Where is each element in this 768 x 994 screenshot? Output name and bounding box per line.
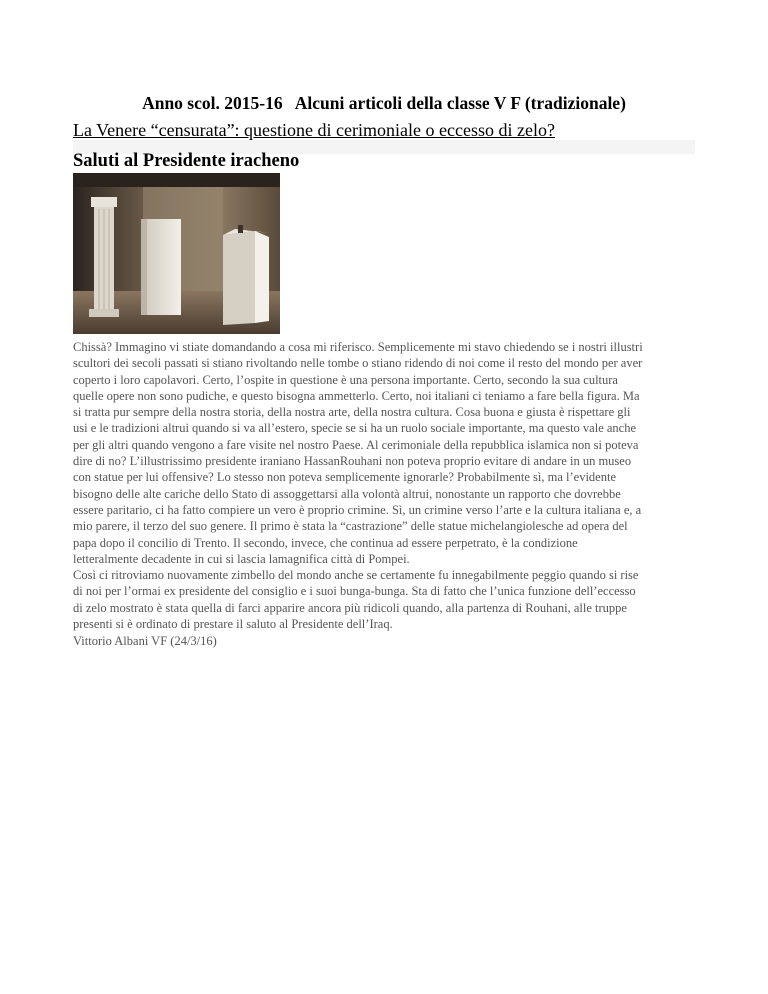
body-line: di noi per l’ormai ex presidente del consiglio e i suoi bunga-bunga. Sta di fatto che l’unica funzione dell’eccesso — [73, 584, 636, 599]
body-line: quelle opere non sono pudiche, e questo bisogna ammetterlo. Certo, noi italiani ci teniamo a fare bella figura. Ma — [73, 388, 640, 403]
body-line: presenti si è ordinato di prestare il saluto al Presidente dell’Iraq. — [73, 617, 393, 632]
body-line: si tratta pur sempre della nostra storia, della nostra arte, della nostra cultura. Cosa buona e giusta è rispettare gli — [73, 405, 631, 420]
body-line: mio parere, il terzo del suo genere. Il primo è stata la “castrazione” delle statue michelangiolesche ad opera del — [73, 519, 628, 534]
body-line: scultori dei secoli passati si stiano rivoltando nelle tombe o stiano ridendo di noi come il resto del mondo per aver — [73, 356, 643, 371]
article-author: Vittorio Albani VF (24/3/16) — [73, 634, 217, 648]
covered-statues-image — [73, 173, 280, 334]
body-line: con statue per lui offensive? Lo stesso non poteva semplicemente ignorarle? Probabilmente sì, ma l’evidente — [73, 470, 617, 485]
body-line: dire di no? L’illustrissimo presidente iraniano HassanRouhani non poteva proprio evitare di andare in un museo — [73, 454, 632, 469]
body-line: Così ci ritroviamo nuovamente zimbello del mondo anche se certamente fu innegabilmente peggio quando si rise — [73, 568, 639, 583]
body-line: di zelo mostrato è stata quella di farci apparire ancora più ridicoli quando, alla partenza di Rouhani, alle truppe — [73, 600, 627, 615]
body-line: bisogno delle alte cariche dello Stato di assoggettarsi alla volontà altrui, nonostante un rapporto che dovrebbe — [73, 486, 621, 501]
body-line: essere paritario, ci ha fatto compiere un vero è proprio crimine. Sì, un crimine verso l’arte e la cultura italiana e, a — [73, 502, 642, 517]
document-heading: Anno scol. 2015-16 Alcuni articoli della classe V F (tradizionale) — [142, 93, 626, 113]
section-title: Saluti al Presidente iracheno — [73, 151, 300, 171]
article-title: La Venere “censurata”: questione di cerimoniale o eccesso di zelo? — [73, 120, 555, 140]
body-line: letteralmente decadente in cui si lascia lamagnifica città di Pompei. — [73, 551, 410, 566]
body-line: per gli altri quando vengono a fare visite nel nostro Paese. Al cerimoniale della repubblica islamica non si poteva — [73, 437, 639, 452]
body-line: Chissà? Immagino vi stiate domandando a cosa mi riferisco. Semplicemente mi stavo chiedendo se i nostri illustri — [73, 340, 643, 354]
museum-photo — [73, 173, 280, 334]
body-line: usi e le tradizioni altrui quando si va all’estero, specie se si ha un ruolo sociale importante, ma questo vale anche — [73, 421, 637, 436]
body-line: papa dopo il concilio di Trento. Il secondo, invece, che continua ad essere perpetrato, è la condizione — [73, 535, 578, 550]
body-line: coperto i loro capolavori. Certo, l’ospite in questione è una persona importante. Certo, secondo la sua cultura — [73, 372, 618, 387]
article-body — [73, 339, 703, 632]
